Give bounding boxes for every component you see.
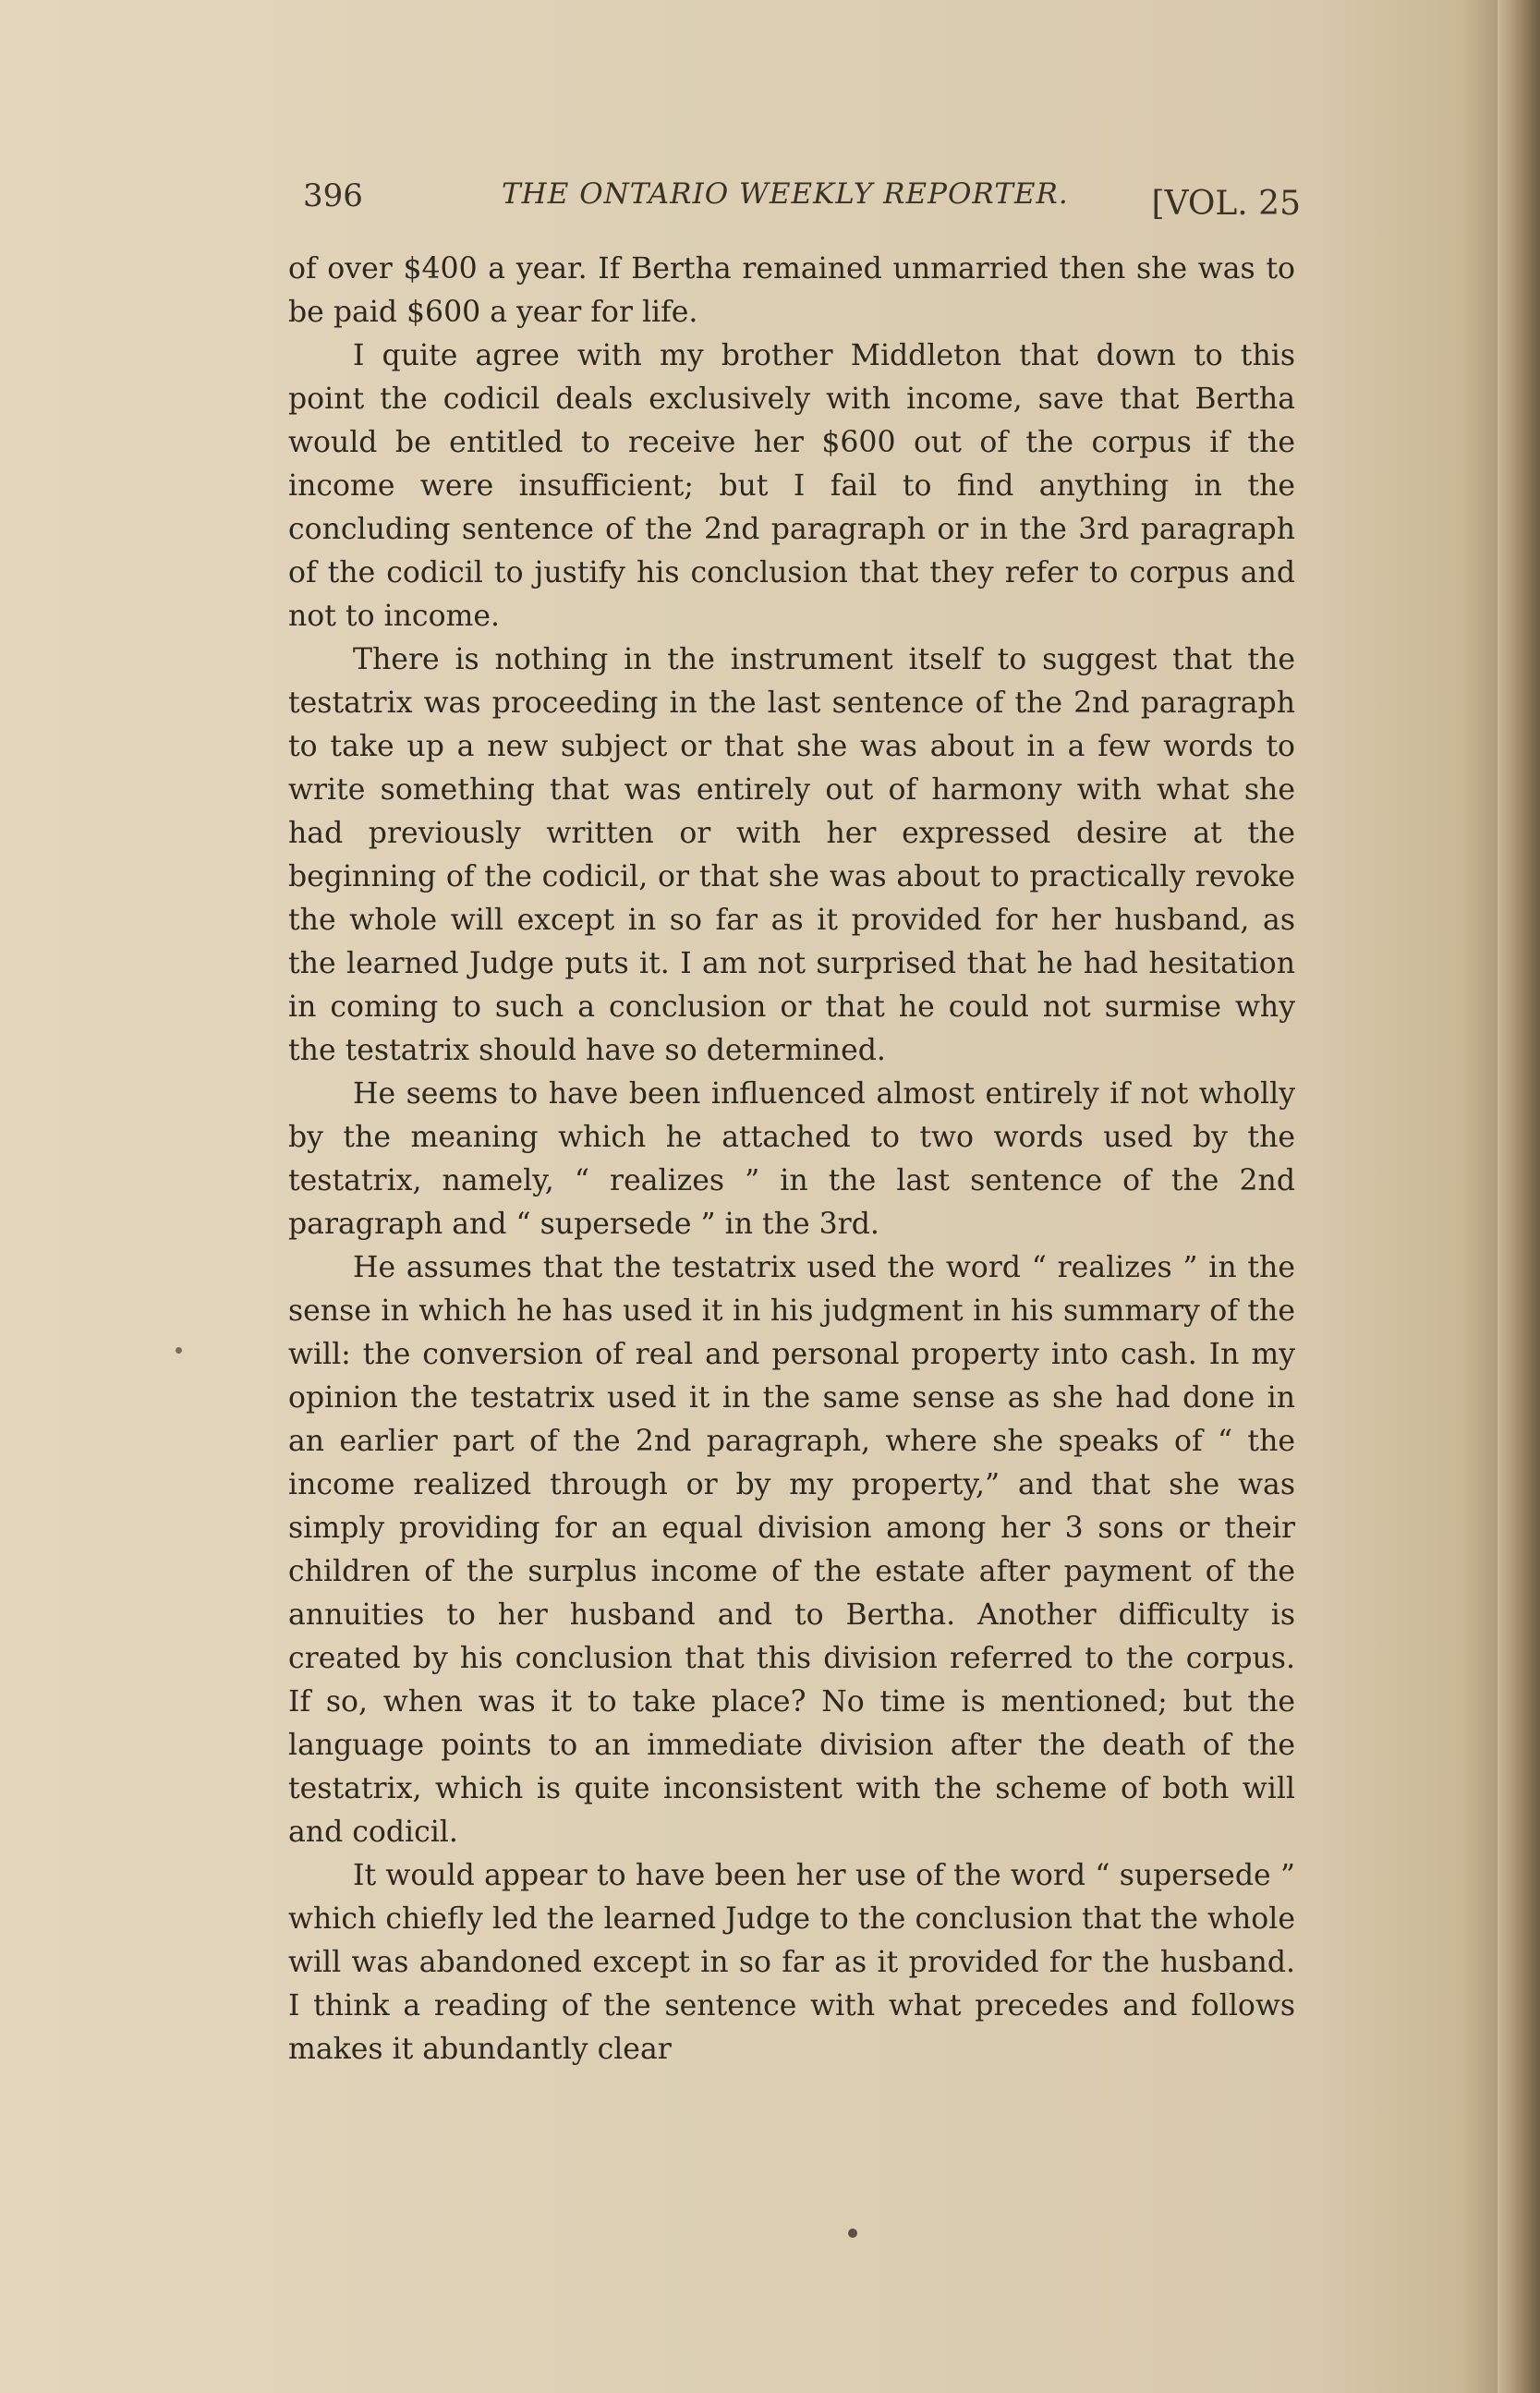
paragraph: He seems to have been influenced almost entirely if not wholly by the meaning which he attached to two words used by the testatrix, namely, “ realizes ” in the last sentence of the 2nd paragraph and “ supersede ” in the 3rd.: [288, 1077, 1295, 1241]
volume-label: [VOL. 25: [1151, 185, 1301, 223]
paragraph: He assumes that the testatrix used the word “ realizes ” in the sense in which he has used it in his judgment in his summary of the will: the conversion of real and personal property into cash. In my opinion the testatrix used it in the same sense as she had done in an earlier part of the 2nd paragraph, where she speaks of “ the income realized through or by my property,” and that she was simply providing for an equal division among her 3 sons or their children of the surplus income of the estate after payment of the annuities to her husband and to Bertha. Another difficulty is created by his conclusion that this division referred to the corpus. If so, when was it to take place? No time is mentioned; but the language points to an immediate division after the death of the testatrix, which is quite inconsistent with the scheme of both will and codicil.: [288, 1251, 1295, 1849]
margin-dot: [176, 1347, 182, 1354]
footer-dot: [848, 2229, 857, 2238]
paragraph: I quite agree with my brother Middleton that down to this point the codicil deals exclusively with income, save that Bertha would be entitled to receive her $600 out of the corpus if the income were insufficient; but I fail to find anything in the concluding sentence of the 2nd paragraph or in the 3rd paragraph of the codicil to justify his conclusion that they refer to corpus and not to income.: [288, 339, 1295, 633]
running-title: THE ONTARIO WEEKLY REPORTER.: [502, 177, 1069, 211]
body-text: [288, 248, 1295, 2071]
running-header: [303, 174, 1301, 229]
paragraph: It would appear to have been her use of the word “ supersede ” which chiefly led the learned Judge to the conclusion that the whole will was abandoned except in so far as it provided for the husband. I think a reading of the sentence with what precedes and follows makes it abundantly clear: [288, 1859, 1295, 2066]
page-edge-shadow: [1498, 0, 1540, 2393]
page-number: 396: [303, 177, 363, 214]
paragraph: There is nothing in the instrument itself to suggest that the testatrix was proceeding in the last sentence of the 2nd paragraph to take up a new subject or that she was about in a few words to write something that was entirely out of harmony with what she had previously written or with her expressed desire at the beginning of the codicil, or that she was about to practically revoke the whole will except in so far as it provided for her husband, as the learned Judge puts it. I am not surprised that he had hesitation in coming to such a conclusion or that he could not surmise why the testatrix should have so determined.: [288, 643, 1295, 1067]
paragraph: of over $400 a year. If Bertha remained unmarried then she was to be paid $600 a year for life.: [288, 252, 1295, 329]
